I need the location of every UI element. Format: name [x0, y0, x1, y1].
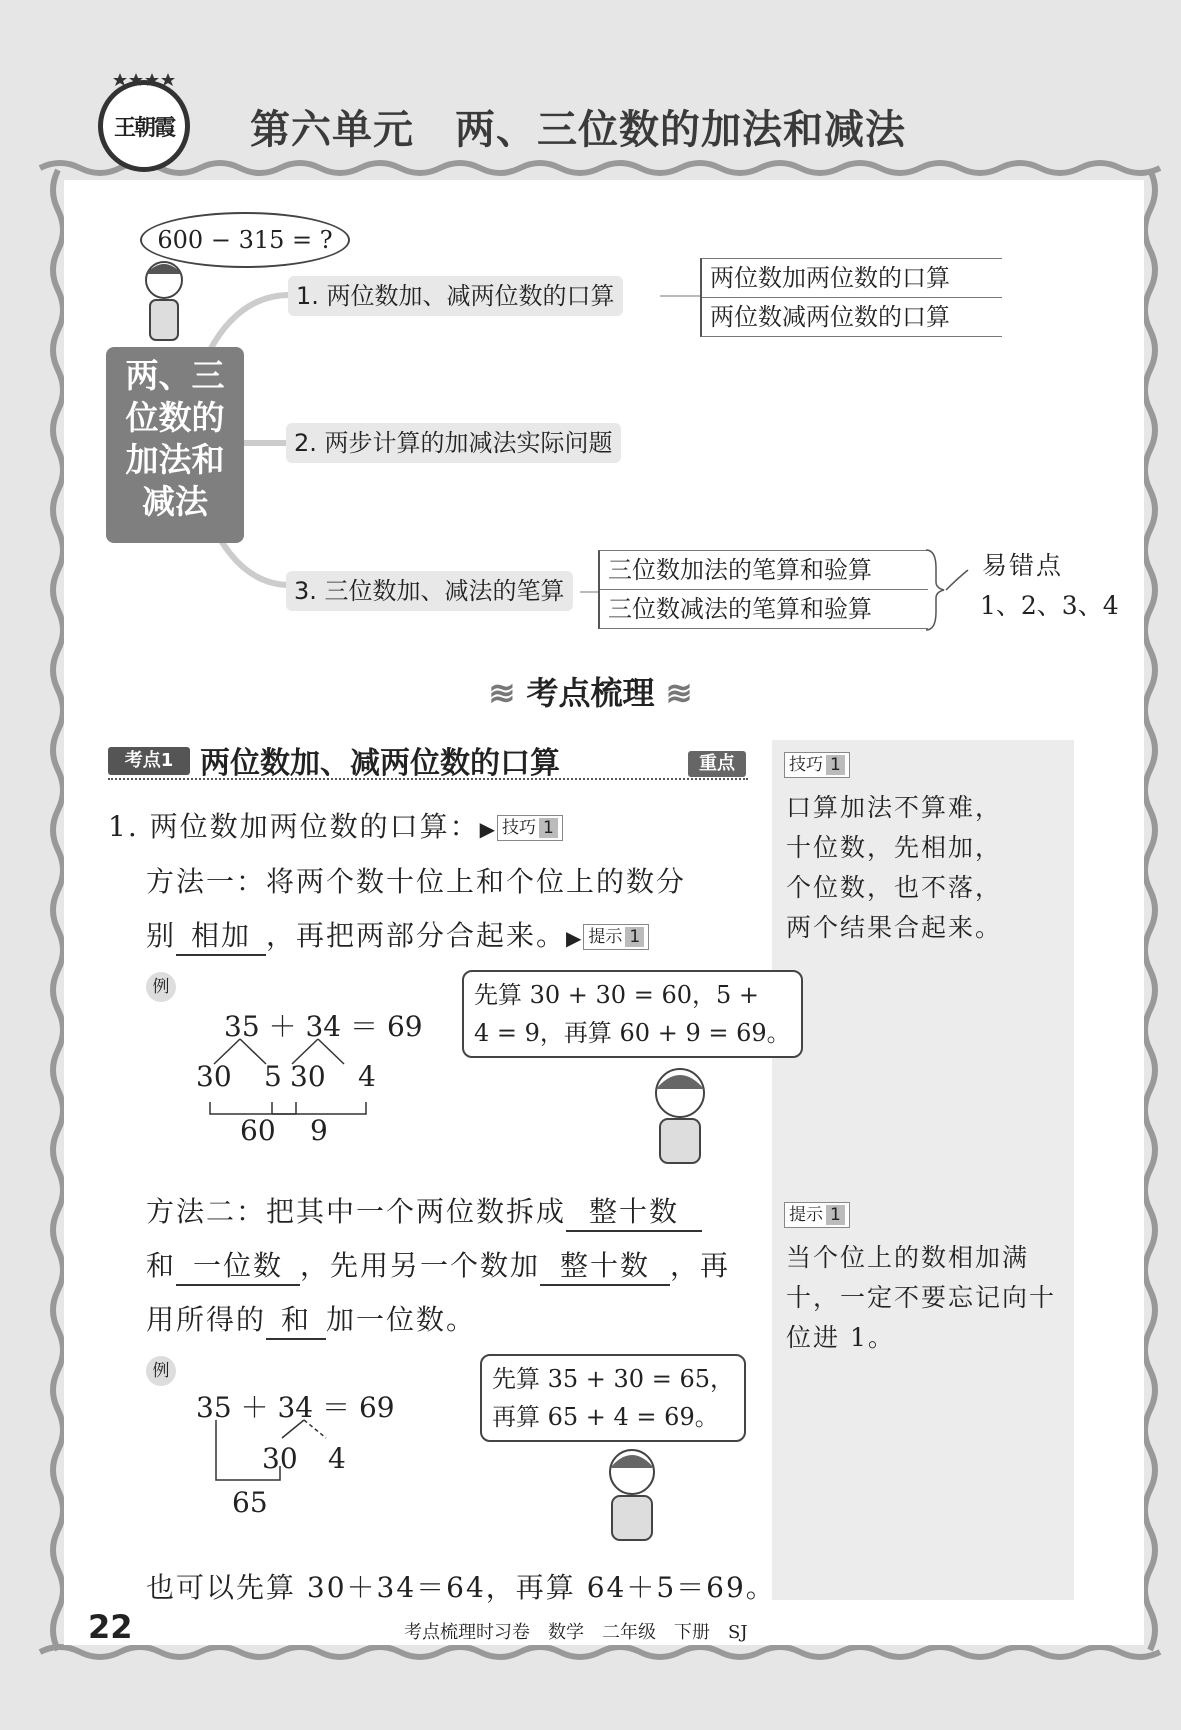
sidebar-tip-tag	[784, 752, 850, 778]
tip-ref-num: 1	[539, 818, 558, 838]
example-1-label: 例	[146, 972, 176, 1002]
ex2-a: 35	[196, 1391, 232, 1424]
tip-line-3: 个位数，也不落，	[786, 873, 1003, 902]
branch-1-sub-2: 两位数减两位数的口算	[710, 303, 950, 331]
tip-ref-label: 技巧	[502, 818, 537, 838]
ex1-speech-l1: 先算 30 + 30 = 60，5 +	[474, 981, 759, 1009]
wave-icon-right: ≋	[654, 674, 693, 712]
brand-logo	[98, 80, 190, 172]
ex2-speech-l2: 再算 65 + 4 = 69。	[492, 1403, 719, 1431]
m2-blank-4: 和	[266, 1298, 326, 1340]
branch-3-sub-2: 三位数减法的笔算和验算	[608, 595, 872, 623]
page-number: 22	[88, 1608, 133, 1646]
hint-line-1: 当个位上的数相加满	[786, 1243, 1030, 1272]
ex1-speech-bubble	[462, 970, 803, 1058]
m2-text-3b: 加一位数。	[326, 1303, 477, 1336]
sidebar-tip-text	[786, 788, 1002, 948]
footer-text: 考点梳理时习卷 数学 二年级 下册 SJ	[404, 1622, 748, 1643]
hint-ref-label: 提示	[588, 927, 623, 947]
play-arrow-icon: ▶	[479, 817, 498, 841]
ex2-b: 34	[277, 1391, 314, 1424]
ex2-plus: ＋	[240, 1391, 269, 1424]
ex2-result: 69	[358, 1391, 395, 1424]
unit-title: 第六单元 两、三位数的加法和减法	[250, 107, 906, 153]
m1-blank-1: 相加	[176, 914, 266, 956]
tip-line-4: 两个结果合起来。	[786, 913, 1003, 942]
m2-text-1: 方法二：把其中一个两位数拆成	[146, 1195, 567, 1228]
kaodian-tag: 考点1	[108, 747, 190, 775]
ex1-s3: 30	[290, 1060, 326, 1093]
tip-line-2: 十位数，先相加，	[786, 833, 1003, 862]
thought-bubble: 600 − 315 = ?	[140, 212, 350, 268]
ex2-speech-bubble	[480, 1354, 746, 1442]
error-label: 易错点	[982, 551, 1064, 580]
center-line-4: 减法	[142, 482, 208, 521]
sidebar-hint-text	[786, 1238, 1056, 1358]
m2-text-2c: ，再	[670, 1249, 731, 1282]
ex1-s4: 4	[358, 1060, 376, 1093]
ex2-equals: ＝	[322, 1391, 351, 1424]
ex1-s1: 30	[196, 1060, 232, 1093]
center-line-3: 加法和	[125, 440, 225, 479]
section-title-text: 考点梳理	[526, 674, 655, 712]
branch-3-sub-1: 三位数加法的笔算和验算	[600, 551, 928, 590]
error-brace	[924, 548, 980, 632]
method-1-line-1: 方法一：将两个数十位上和个位上的数分	[146, 865, 687, 898]
ex2-s2: 4	[328, 1442, 346, 1475]
m2-blank-3: 整十数	[540, 1244, 670, 1286]
m2-text-3a: 用所得的	[146, 1303, 267, 1336]
m1-text-b: ，再把两部分合起来。	[266, 919, 567, 952]
alternative-line: 也可以先算 30＋34＝64，再算 64＋5＝69。	[146, 1571, 776, 1604]
branch-3-subs	[598, 550, 928, 629]
branch-1-subs	[700, 258, 1002, 337]
m2-blank-2: 一位数	[176, 1244, 300, 1286]
branch-3-link	[580, 590, 598, 594]
m2-text-2b: ，先用另一个数加	[300, 1249, 541, 1282]
ex1-r2: 9	[310, 1114, 328, 1147]
branch-1: 1. 两位数加、减两位数的口算	[288, 276, 623, 316]
branch-1-sub-1: 两位数加两位数的口算	[702, 259, 1002, 298]
branch-3: 3. 三位数加、减法的笔算	[286, 571, 573, 611]
ex1-result: 69	[386, 1010, 423, 1043]
wave-icon-left: ≋	[488, 674, 527, 712]
item-1-title-text: 1. 两位数加两位数的口算：	[108, 810, 480, 843]
center-line-2: 位数的	[125, 398, 225, 437]
ex1-a: 35	[224, 1010, 260, 1043]
ex2-r1: 65	[232, 1486, 268, 1519]
ex2-speech-l1: 先算 35 + 30 = 65，	[492, 1365, 734, 1393]
ex1-b: 34	[305, 1010, 342, 1043]
m2-blank-1: 整十数	[566, 1190, 702, 1232]
star-icons	[112, 72, 176, 88]
method-1-line-2	[146, 914, 649, 956]
sidebar-tip-num: 1	[826, 755, 845, 775]
hint-line-3: 位进 1。	[786, 1323, 895, 1352]
m2-text-2a: 和	[146, 1249, 177, 1282]
method-2-line-1	[146, 1190, 702, 1232]
ex1-s2: 5	[264, 1060, 282, 1093]
ex1-equals: ＝	[350, 1010, 379, 1043]
method-2-line-3	[146, 1298, 476, 1340]
center-line-1: 两、三	[125, 356, 225, 395]
logo-text: 王朝霞	[113, 114, 174, 141]
item-1-title	[108, 805, 563, 845]
ex1-speech-l2: 4 = 9，再算 60 + 9 = 69。	[474, 1019, 791, 1047]
branch-2: 2. 两步计算的加减法实际问题	[286, 423, 621, 463]
ex1-plus: ＋	[268, 1010, 297, 1043]
hint-ref-num: 1	[625, 927, 644, 947]
ex2-s1: 30	[262, 1442, 298, 1475]
girl-illustration	[630, 1055, 720, 1170]
method-2-line-2	[146, 1244, 730, 1286]
mindmap-center	[106, 347, 244, 543]
branch-1-link	[660, 294, 700, 298]
example-2-label: 例	[146, 1356, 176, 1386]
sidebar-hint-label: 提示	[789, 1205, 823, 1225]
tip-line-1: 口算加法不算难，	[786, 793, 1003, 822]
section-title	[0, 668, 1181, 714]
kaodian-title: 两位数加、减两位数的口算	[200, 746, 560, 781]
boy-illustration-2	[592, 1440, 672, 1550]
error-points: 1、2、3、4	[980, 591, 1119, 620]
key-point-badge: 重点	[688, 751, 746, 777]
ex1-r1: 60	[240, 1114, 276, 1147]
sidebar-hint-tag	[784, 1202, 850, 1228]
m1-text-a: 别	[146, 919, 177, 952]
play-arrow-icon: ▶	[566, 926, 584, 950]
hint-line-2: 十，一定不要忘记向十	[786, 1283, 1057, 1312]
sidebar-tip-label: 技巧	[789, 755, 823, 775]
sidebar-hint-num: 1	[826, 1205, 845, 1225]
